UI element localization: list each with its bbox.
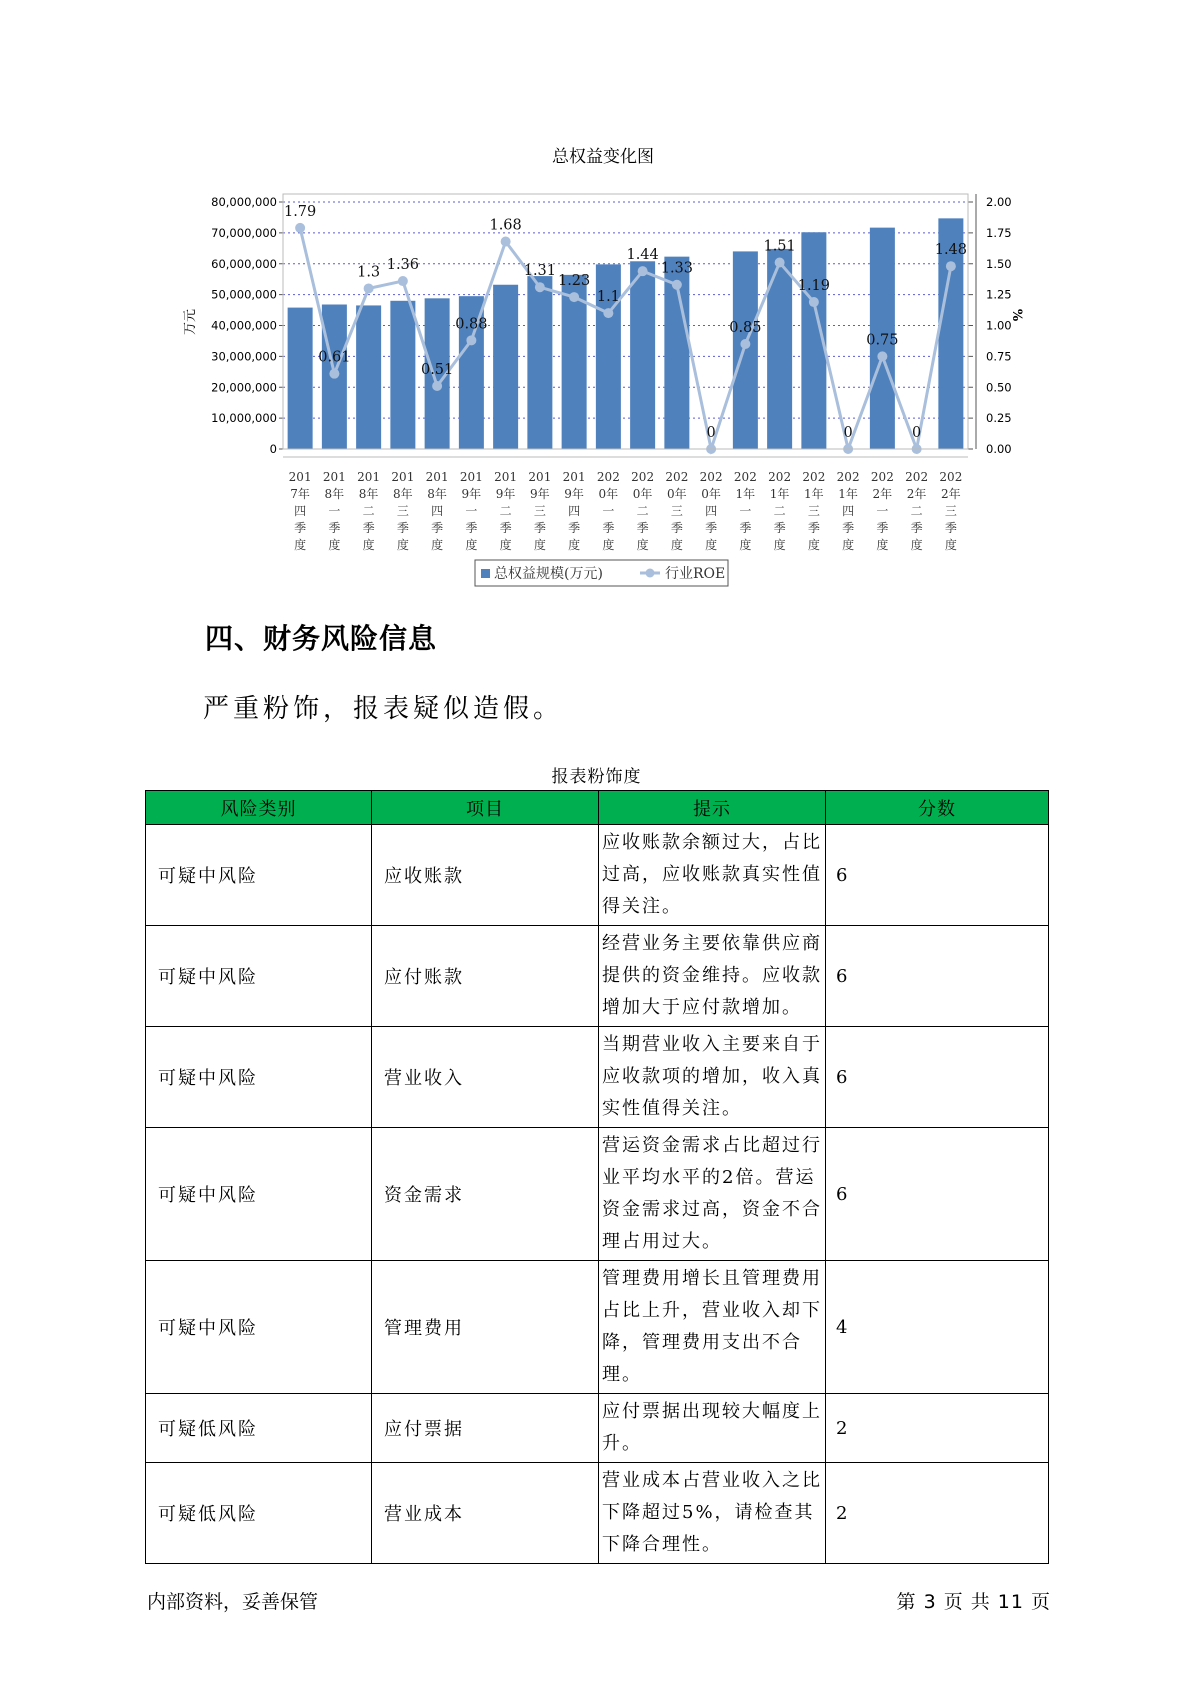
roe-point bbox=[569, 292, 579, 302]
x-tick-label: 201 8年三季度 bbox=[391, 470, 415, 552]
footer-confidential-note: 内部资料，妥善保管 bbox=[147, 1591, 319, 1613]
roe-data-label: 0 bbox=[843, 425, 853, 441]
roe-point bbox=[295, 223, 305, 233]
x-tick-label: 202 0年三季度 bbox=[665, 470, 689, 552]
x-tick-label: 201 8年一季度 bbox=[322, 470, 346, 552]
y2-tick-label: 1.25 bbox=[986, 287, 1012, 302]
x-tick-label: 202 1年四季度 bbox=[836, 470, 860, 552]
cell-item: 管理费用 bbox=[372, 1261, 599, 1394]
plot-frame bbox=[283, 194, 968, 449]
cell-category: 可疑中风险 bbox=[146, 1261, 372, 1394]
cell-score: 6 bbox=[826, 926, 1049, 1027]
roe-data-label: 1.79 bbox=[283, 203, 317, 220]
cell-hint: 营业成本占营业收入之比下降超过5%，请检查其下降合理性。 bbox=[599, 1463, 826, 1564]
bar bbox=[356, 305, 381, 449]
x-tick-label: 201 8年二季度 bbox=[357, 470, 381, 552]
y2-tick-label: 1.50 bbox=[986, 256, 1012, 271]
y-tick-label: 70,000,000 bbox=[211, 225, 277, 240]
chart-grid bbox=[283, 202, 968, 418]
cell-category: 可疑中风险 bbox=[146, 926, 372, 1027]
legend-bar-swatch bbox=[481, 569, 490, 578]
roe-point bbox=[672, 280, 682, 290]
cell-score: 6 bbox=[826, 1128, 1049, 1261]
roe-data-label: 0.88 bbox=[455, 316, 488, 333]
x-tick-label: 201 9年四季度 bbox=[562, 470, 586, 552]
cell-hint: 营运资金需求占比超过行业平均水平的2倍。营运资金需求过高，资金不合理占用过大。 bbox=[599, 1128, 826, 1261]
y2-tick-label: 0.50 bbox=[986, 380, 1012, 395]
bar bbox=[390, 301, 415, 449]
roe-point bbox=[466, 335, 476, 345]
x-tick-label: 201 8年四季度 bbox=[425, 470, 449, 552]
y2-tick-label: 0.75 bbox=[986, 349, 1012, 364]
roe-data-label: 1.23 bbox=[557, 273, 591, 290]
bar bbox=[493, 285, 518, 449]
cell-hint: 应收账款余额过大，占比过高，应收账款真实性值得关注。 bbox=[599, 825, 826, 926]
equity-chart bbox=[0, 0, 1191, 600]
roe-data-label: 1.33 bbox=[660, 260, 694, 277]
roe-data-label: 1.44 bbox=[626, 247, 659, 264]
cell-score: 6 bbox=[826, 1027, 1049, 1128]
roe-point bbox=[535, 282, 545, 292]
cell-score: 2 bbox=[826, 1463, 1049, 1564]
cell-hint: 管理费用增长且管理费用占比上升，营业收入却下降，管理费用支出不合理。 bbox=[599, 1261, 826, 1394]
y2-tick-label: 0.00 bbox=[986, 442, 1012, 456]
section-heading: 四、财务风险信息 bbox=[205, 622, 438, 655]
y-tick-label: 60,000,000 bbox=[211, 256, 277, 271]
chart-legend bbox=[475, 560, 728, 586]
table-header-row bbox=[146, 791, 1049, 825]
x-tick-label: 201 7年四季度 bbox=[288, 470, 312, 552]
legend-line-label: 行业ROE bbox=[665, 566, 726, 582]
cell-category: 可疑低风险 bbox=[146, 1394, 372, 1463]
roe-data-label: 0.75 bbox=[866, 332, 899, 349]
table-row bbox=[146, 1128, 1049, 1261]
y-tick-label: 40,000,000 bbox=[211, 318, 277, 333]
roe-data-label: 1.3 bbox=[357, 264, 381, 281]
roe-data-label: 0 bbox=[706, 425, 716, 441]
cell-item: 应付账款 bbox=[372, 926, 599, 1027]
y2-tick-label: 1.00 bbox=[986, 318, 1012, 333]
roe-data-label: 1.36 bbox=[386, 257, 420, 274]
header-hint: 提示 bbox=[599, 791, 826, 825]
x-tick-label: 201 9年一季度 bbox=[459, 470, 483, 552]
risk-summary: 严重粉饰，报表疑似造假。 bbox=[203, 694, 564, 724]
y-axis-label: 万元 bbox=[183, 308, 198, 336]
bar bbox=[288, 308, 313, 449]
y2-axis-label: % bbox=[1009, 308, 1024, 322]
x-tick-label: 202 2年三季度 bbox=[939, 470, 963, 552]
roe-point bbox=[329, 369, 339, 379]
cell-category: 可疑中风险 bbox=[146, 1027, 372, 1128]
x-tick-label: 202 0年四季度 bbox=[699, 470, 723, 552]
cell-category: 可疑中风险 bbox=[146, 1128, 372, 1261]
table-caption: 报表粉饰度 bbox=[551, 767, 642, 787]
roe-data-label: 0.61 bbox=[318, 349, 351, 366]
x-tick-label: 202 0年一季度 bbox=[596, 470, 620, 552]
legend-bar-label: 总权益规模(万元) bbox=[494, 566, 603, 582]
roe-point bbox=[740, 339, 750, 349]
header-item: 项目 bbox=[372, 791, 599, 825]
y-tick-label: 10,000,000 bbox=[211, 411, 277, 426]
roe-data-label: 1.1 bbox=[596, 289, 620, 306]
cell-item: 应付票据 bbox=[372, 1394, 599, 1463]
cell-category: 可疑低风险 bbox=[146, 1463, 372, 1564]
roe-point bbox=[501, 237, 511, 247]
header-score: 分数 bbox=[826, 791, 1049, 825]
risk-table bbox=[145, 790, 1049, 1564]
roe-data-label: 1.48 bbox=[934, 242, 968, 259]
roe-point bbox=[398, 276, 408, 286]
header-category: 风险类别 bbox=[146, 791, 372, 825]
y-tick-label: 0 bbox=[269, 442, 277, 456]
roe-point bbox=[638, 266, 648, 276]
roe-data-label: 0 bbox=[912, 425, 922, 441]
legend-line-swatch bbox=[646, 569, 655, 578]
roe-point bbox=[364, 283, 374, 293]
x-tick-label: 202 1年三季度 bbox=[802, 470, 826, 552]
bar bbox=[733, 251, 758, 449]
table-row bbox=[146, 1463, 1049, 1564]
table-row bbox=[146, 1261, 1049, 1394]
table-row bbox=[146, 926, 1049, 1027]
roe-point bbox=[877, 351, 887, 361]
roe-point bbox=[809, 297, 819, 307]
y2-tick-label: 1.75 bbox=[986, 225, 1012, 240]
y-tick-label: 30,000,000 bbox=[211, 349, 277, 364]
cell-item: 应收账款 bbox=[372, 825, 599, 926]
roe-data-label: 0.85 bbox=[729, 320, 762, 337]
bar bbox=[767, 249, 792, 449]
y-tick-label: 20,000,000 bbox=[211, 380, 277, 395]
x-tick-label: 202 2年二季度 bbox=[905, 470, 929, 552]
cell-hint: 经营业务主要依靠供应商提供的资金维持。应收款增加大于应付款增加。 bbox=[599, 926, 826, 1027]
cell-hint: 应付票据出现较大幅度上升。 bbox=[599, 1394, 826, 1463]
cell-item: 资金需求 bbox=[372, 1128, 599, 1261]
x-tick-label: 202 1年一季度 bbox=[733, 470, 757, 552]
y-tick-label: 80,000,000 bbox=[211, 195, 277, 209]
roe-point bbox=[775, 258, 785, 268]
y2-tick-label: 2.00 bbox=[986, 195, 1012, 209]
footer-page-number: 第 3 页 共 11 页 bbox=[896, 1591, 1051, 1613]
cell-score: 6 bbox=[826, 825, 1049, 926]
y2-tick-label: 0.25 bbox=[986, 411, 1012, 426]
cell-category: 可疑中风险 bbox=[146, 825, 372, 926]
table-row bbox=[146, 825, 1049, 926]
x-tick-label: 202 0年二季度 bbox=[631, 470, 655, 552]
cell-item: 营业收入 bbox=[372, 1027, 599, 1128]
cell-item: 营业成本 bbox=[372, 1463, 599, 1564]
x-tick-label: 201 9年二季度 bbox=[494, 470, 518, 552]
x-tick-label: 202 1年二季度 bbox=[768, 470, 792, 552]
cell-hint: 当期营业收入主要来自于应收款项的增加，收入真实性值得关注。 bbox=[599, 1027, 826, 1128]
roe-point bbox=[603, 308, 613, 318]
bar bbox=[630, 261, 655, 449]
y-tick-label: 50,000,000 bbox=[211, 287, 277, 302]
roe-data-label: 1.68 bbox=[489, 217, 522, 234]
roe-point bbox=[432, 381, 442, 391]
bar bbox=[527, 276, 552, 449]
cell-score: 4 bbox=[826, 1261, 1049, 1394]
roe-point bbox=[946, 261, 956, 271]
x-tick-label: 201 9年三季度 bbox=[528, 470, 552, 552]
cell-score: 2 bbox=[826, 1394, 1049, 1463]
roe-data-label: 1.51 bbox=[763, 238, 796, 255]
table-row bbox=[146, 1027, 1049, 1128]
table-row bbox=[146, 1394, 1049, 1463]
roe-data-label: 1.19 bbox=[797, 278, 831, 295]
roe-data-label: 1.31 bbox=[523, 263, 557, 280]
x-tick-label: 202 2年一季度 bbox=[870, 470, 894, 552]
chart-roe-line bbox=[284, 204, 967, 454]
roe-data-label: 0.51 bbox=[420, 362, 454, 379]
chart-title: 总权益变化图 bbox=[552, 147, 654, 167]
